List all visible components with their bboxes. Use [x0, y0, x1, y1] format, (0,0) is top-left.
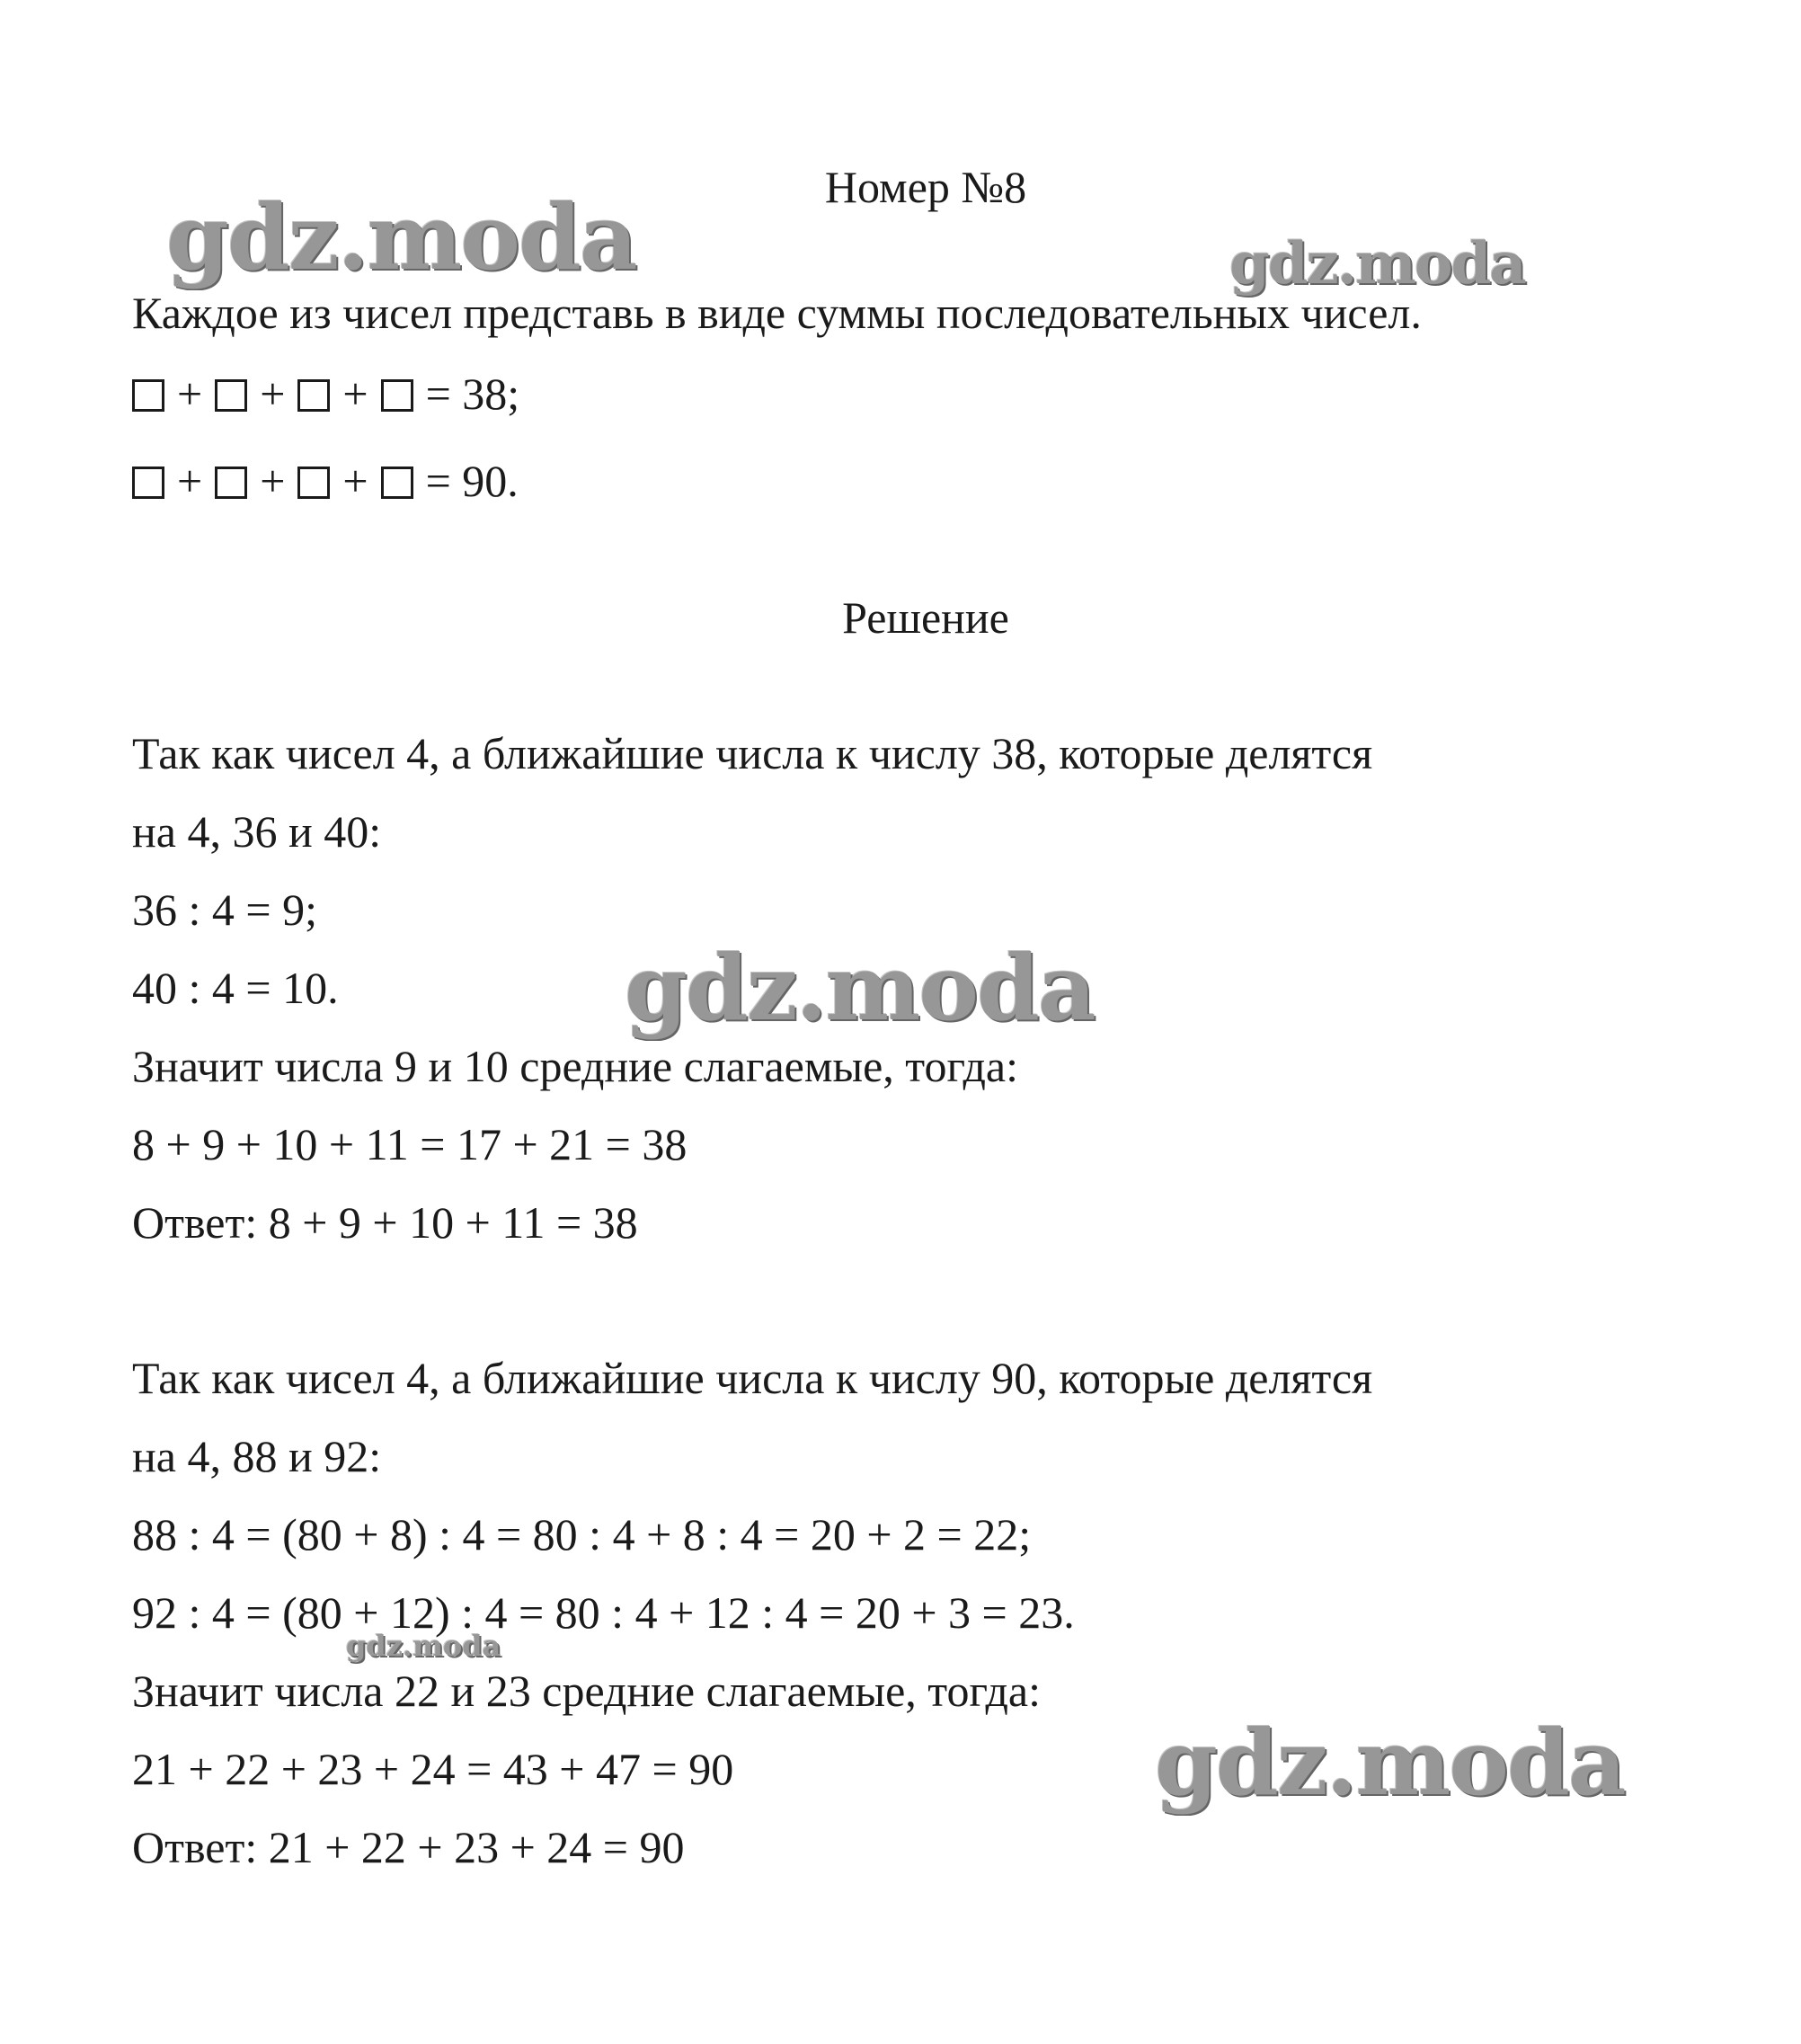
empty-box-icon [297, 467, 330, 499]
watermark-logo: gdz.moda [1155, 1710, 1625, 1816]
empty-box-icon [297, 379, 330, 412]
task-statement: Каждое из чисел представь в виде суммы последовательных чисел. [132, 288, 1422, 338]
solution-line: 92 : 4 = (80 + 12) : 4 = 80 : 4 + 12 : 4 = 20 + 3 = 23. [132, 1587, 1075, 1638]
solution-line: Значит числа 22 и 23 средние слагаемые, тогда: [132, 1666, 1042, 1716]
empty-box-icon [381, 379, 413, 412]
empty-box-icon [381, 467, 413, 499]
solution-line: Значит числа 9 и 10 средние слагаемые, тогда: [132, 1041, 1019, 1091]
solution-line: на 4, 36 и 40: [132, 806, 382, 857]
solution-line: 36 : 4 = 9; [132, 884, 317, 935]
solution-line: Так как чисел 4, а ближайшие числа к числу 90, которые делятся [132, 1353, 1373, 1403]
watermark-logo: gdz.moda [1229, 230, 1525, 298]
solution-line: Так как чисел 4, а ближайшие числа к числу 38, которые делятся [132, 728, 1373, 778]
equation-result: = 90. [425, 456, 519, 506]
watermark-logo: gdz.moda [166, 184, 636, 290]
solution-line: на 4, 88 и 92: [132, 1431, 382, 1481]
equation-result: = 38; [425, 369, 520, 419]
task-equation-1: + + + = 38; [132, 367, 532, 421]
task-equation-2: + + + = 90. [132, 454, 531, 508]
solution-line: 88 : 4 = (80 + 8) : 4 = 80 : 4 + 8 : 4 = 20 + 2 = 22; [132, 1509, 1032, 1560]
answer-line: Ответ: 8 + 9 + 10 + 11 = 38 [132, 1197, 638, 1248]
empty-box-icon [215, 467, 247, 499]
empty-box-icon [132, 379, 164, 412]
watermark-logo: gdz.moda [346, 1629, 501, 1663]
empty-box-icon [215, 379, 247, 412]
solution-line: 21 + 22 + 23 + 24 = 43 + 47 = 90 [132, 1744, 734, 1794]
page-title: Номер №8 [824, 162, 1027, 212]
empty-box-icon [132, 467, 164, 499]
answer-line: Ответ: 21 + 22 + 23 + 24 = 90 [132, 1822, 685, 1872]
solution-heading: Решение [842, 592, 1009, 643]
solution-line: 40 : 4 = 10. [132, 963, 339, 1013]
solution-line: 8 + 9 + 10 + 11 = 17 + 21 = 38 [132, 1119, 688, 1169]
watermark-logo: gdz.moda [625, 935, 1095, 1041]
